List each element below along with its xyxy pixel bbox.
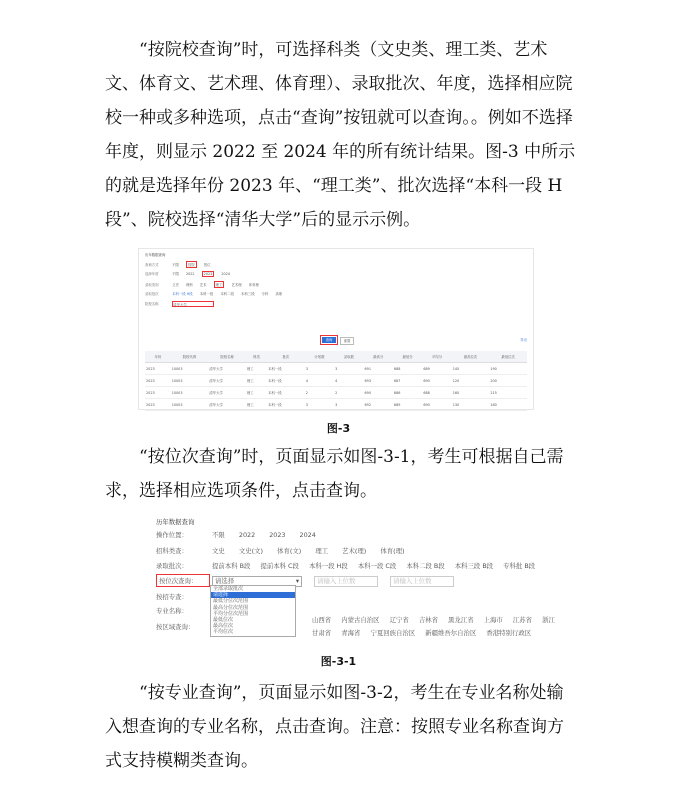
fig31-rank-label: 按位次查询：	[156, 574, 210, 587]
table-cell: 10003	[171, 399, 209, 411]
table-cell: 690	[364, 387, 393, 399]
table-cell: 689	[393, 399, 422, 411]
fig31-row-region: 按区域查询：	[156, 623, 195, 631]
table-row	[145, 387, 527, 399]
table-cell: 4	[334, 375, 363, 387]
fig3-row-category: 录取类别 文史 理科 艺术 理工 艺术理 体育理	[145, 283, 259, 287]
fig3-table-header: 平均分	[422, 351, 451, 363]
table-cell: 4	[305, 375, 334, 387]
table-cell: 本科一段	[267, 387, 305, 399]
fig31-title: 历年数据查询	[156, 518, 195, 526]
fig3-reset-button[interactable]: 重置	[340, 337, 354, 345]
fig31-regions-line2: 甘肃省 青海省 宁夏回族自治区 新疆维吾尔自治区 香港特别行政区	[312, 629, 532, 637]
fig3-table-header: 年份	[145, 351, 171, 363]
table-cell: 180	[489, 399, 527, 411]
fig3-school-select[interactable]: 清华大学	[172, 301, 214, 307]
table-cell: 688	[422, 387, 451, 399]
dropdown-option[interactable]: 最低位次	[213, 616, 234, 623]
fig31-row-2: 录取批次： 提前本科 B段 提前本科 C段 本科一段 H段 本科一段 C段 本科二段 B段 本科三段 B段 专科批 B段	[156, 562, 536, 570]
table-cell: 215	[489, 387, 527, 399]
table-cell: 2	[334, 387, 363, 399]
fig3-table-header: 科类	[246, 351, 267, 363]
fig3-query-button[interactable]: 查询	[322, 337, 336, 343]
table-cell: 2023	[145, 387, 171, 399]
chevron-down-icon: ▾	[295, 576, 300, 585]
fig3-year-2023[interactable]: 2023	[203, 272, 213, 276]
fig3-title: 历年数据查询	[145, 253, 166, 257]
table-cell: 3	[334, 399, 363, 411]
dropdown-option[interactable]: 平均分位次范围	[213, 610, 249, 617]
table-row	[145, 399, 527, 411]
dropdown-option[interactable]: 平均位次	[213, 629, 234, 636]
table-cell: 清华大学	[208, 399, 246, 411]
table-cell: 160	[452, 387, 490, 399]
table-cell: 2023	[145, 375, 171, 387]
table-cell: 130	[452, 399, 490, 411]
fig3-table-header: 最低分	[393, 351, 422, 363]
table-cell: 690	[422, 375, 451, 387]
dropdown-option-selected[interactable]: 请选择	[211, 592, 295, 598]
table-cell: 2023	[145, 399, 171, 411]
table-cell: 692	[364, 399, 393, 411]
fig31-rank-select[interactable]: 请选择 ▾	[212, 576, 302, 587]
fig31-rank-from-input[interactable]: 请输入上位数	[314, 576, 378, 587]
dropdown-option[interactable]: 最高位次	[213, 623, 234, 630]
table-cell: 10003	[171, 363, 209, 375]
table-cell: 理工	[246, 375, 267, 387]
fig31-row-major-name: 专业名称：	[156, 607, 188, 615]
fig31-regions-line1: 山西省 内蒙古自治区 辽宁省 吉林省 黑龙江省 上海市 江苏省 浙江	[312, 616, 555, 624]
table-cell: 690	[422, 399, 451, 411]
table-cell: 689	[422, 363, 451, 375]
fig3-category-science[interactable]: 理工	[215, 283, 223, 287]
fig3-row-mode: 查询方式 不限 按院 按位	[145, 263, 211, 267]
fig3-table-header: 最高位次	[452, 351, 490, 363]
dropdown-option[interactable]: 全部录取批次	[213, 586, 244, 592]
table-cell: 2	[305, 387, 334, 399]
paragraph-rank-query: “按位次查询”时，页面显示如图-3-1，考生可根据自己需求，选择相应选项条件，点击查询。	[105, 447, 564, 501]
table-cell: 本科一段	[267, 363, 305, 375]
fig3-row-school: 院校名称 清华大学	[145, 301, 214, 308]
fig3-table-header: 院校代码	[171, 351, 209, 363]
fig31-row-1: 招科类查： 文史 文史(文) 体育(文) 理工 艺术(理) 体育(理)	[156, 547, 405, 555]
table-cell: 理工	[246, 387, 267, 399]
fig3-row-year: 选择年度 不限 2022 2023 2024	[145, 272, 231, 276]
table-cell: 687	[393, 375, 422, 387]
fig31-rank-dropdown	[210, 585, 296, 637]
paragraph-school-query: “按院校查询”时，可选择科类（文史类、理工类、艺术文、体育文、艺术理、体育理）、录取批次、年度，选择相应院校一种或多种选项，点击“查询”按钮就可以查询。。例如不选择年度，则显示 2022 至 2024 年的所有统计结果。图-3 中所示的就是选择年份 2023 年、“理工类”、批次选择“本科一段 H 段”、院校选择“清华大学”后的显示示例。	[105, 40, 576, 230]
table-cell: 3	[305, 363, 334, 375]
paragraph-major-query: “按专业查询”，页面显示如图-3-2，考生在专业名称处输入想查询的专业名称，点击查询。注意：按照专业名称查询方式支持模糊类查询。	[105, 683, 564, 771]
fig31-row-0: 操作位置： 不限 2022 2023 2024	[156, 531, 316, 539]
fig3-table-header: 最低位次	[489, 351, 527, 363]
fig3-table-header: 院校名称	[208, 351, 246, 363]
table-cell: 145	[452, 363, 490, 375]
table-row	[145, 363, 527, 375]
table-cell: 本科一段	[267, 375, 305, 387]
fig31-rank-to-input[interactable]: 请输入上位数	[390, 576, 454, 587]
fig3-export-link[interactable]: 导出	[520, 338, 527, 342]
table-row	[145, 375, 527, 387]
figure-3-1-screenshot	[152, 514, 555, 644]
table-cell: 691	[364, 363, 393, 375]
table-cell: 清华大学	[208, 375, 246, 387]
table-cell: 清华大学	[208, 387, 246, 399]
table-cell: 10003	[171, 375, 209, 387]
table-cell: 190	[489, 363, 527, 375]
fig3-table-header: 录取数	[334, 351, 363, 363]
table-cell: 2023	[145, 363, 171, 375]
figure-3-screenshot	[138, 248, 534, 410]
dropdown-option[interactable]: 最高分位次范围	[213, 604, 249, 611]
fig3-table-header: 计划数	[305, 351, 334, 363]
fig3-row-batch: 录取批次 本科一段 H段 本科一段 本科二段 本科三段 专科 高职	[145, 292, 283, 296]
table-cell: 688	[393, 363, 422, 375]
table-cell: 3	[334, 363, 363, 375]
table-cell: 理工	[246, 363, 267, 375]
table-cell: 693	[364, 375, 393, 387]
table-cell: 120	[452, 375, 490, 387]
dropdown-option[interactable]: 最低分位次范围	[213, 598, 249, 605]
fig3-results-table	[145, 351, 527, 411]
table-cell: 686	[393, 387, 422, 399]
table-cell: 理工	[246, 399, 267, 411]
table-cell: 3	[305, 399, 334, 411]
fig31-row-rank	[156, 574, 454, 587]
fig3-mode-school[interactable]: 按院	[187, 263, 195, 267]
fig3-table-header: 批次	[267, 351, 305, 363]
table-cell: 清华大学	[208, 363, 246, 375]
figure-3-caption: 图-3	[326, 422, 351, 435]
table-cell: 本科一段	[267, 399, 305, 411]
table-cell: 200	[489, 375, 527, 387]
table-cell: 10003	[171, 387, 209, 399]
figure-3-1-caption: 图-3-1	[320, 655, 357, 668]
fig31-row-major: 按招专查：	[156, 593, 188, 601]
fig3-table-header: 最高分	[364, 351, 393, 363]
